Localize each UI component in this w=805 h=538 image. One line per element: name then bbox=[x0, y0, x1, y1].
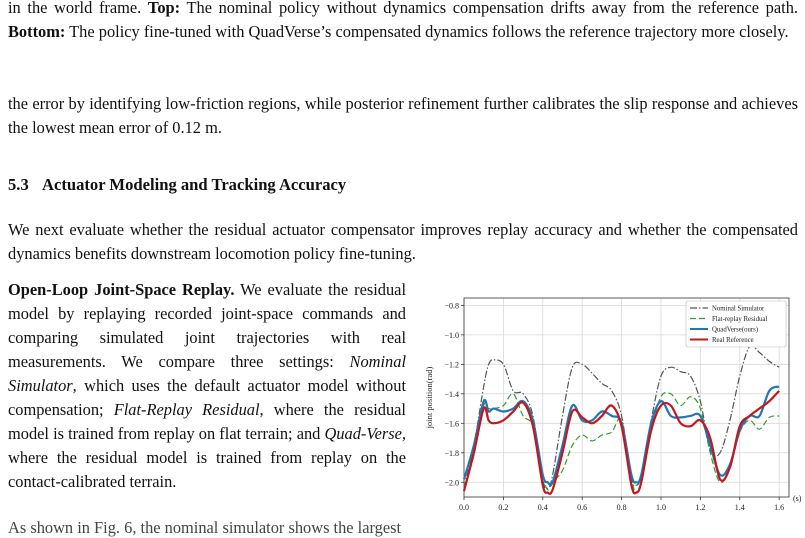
section-number: 5.3 bbox=[8, 175, 29, 194]
y-tick-label: −0.8 bbox=[444, 301, 459, 311]
y-tick-label: −2.0 bbox=[444, 478, 459, 488]
paragraph-text: , which uses the default actuator model without compensation; bbox=[8, 376, 406, 419]
x-tick-label: 0.4 bbox=[537, 503, 548, 512]
x-tick-label: 1.0 bbox=[655, 503, 666, 512]
legend-label: Nominal Simulator bbox=[712, 305, 765, 313]
paragraph-text: , where the residual model is trained from replay on the contact-calibrated terrain. bbox=[8, 424, 406, 491]
y-tick-label: −1.6 bbox=[444, 419, 459, 429]
x-tick-label: 0.6 bbox=[577, 503, 588, 512]
cutoff-line: As shown in Fig. 6, the nominal simulator shows the largest bbox=[8, 518, 402, 537]
y-axis-label: joint position(rad) bbox=[424, 366, 434, 429]
x-tick-label: 0.8 bbox=[616, 503, 627, 512]
caption-top-label: Top: bbox=[147, 0, 181, 17]
x-tick-label: 1.2 bbox=[695, 503, 706, 512]
paragraph-heading: Open-Loop Joint-Space Replay. bbox=[8, 280, 235, 299]
joint-position-chart bbox=[412, 290, 802, 520]
paragraph-error: the error by identifying low-friction regions, while posterior refinement further calibrates the slip response and achieves the lowest mean error of 0.12 m. bbox=[8, 94, 798, 137]
section-heading bbox=[8, 175, 346, 195]
x-tick-label: 1.6 bbox=[774, 503, 785, 512]
x-axis-label: (s) bbox=[793, 494, 802, 503]
paragraph-text: , where the residual model is trained from replay on flat terrain; and bbox=[8, 400, 406, 443]
legend-label: QuadVerse(ours) bbox=[712, 326, 759, 334]
y-tick-label: −1.0 bbox=[444, 330, 459, 340]
x-tick-label: 0.2 bbox=[498, 503, 509, 512]
caption-bottom-text: The policy fine-tuned with QuadVerse’s compensated dynamics follows the reference trajectory more closely. bbox=[69, 22, 789, 41]
term-nominal: Nominal Simulator bbox=[8, 352, 406, 395]
paragraph-text: We evaluate the residual model by replaying recorded joint-space commands and comparing simulated joint trajectories with real measurements. We compare three settings: bbox=[8, 280, 406, 371]
caption-text: in the world frame. bbox=[8, 0, 142, 17]
y-tick-label: −1.8 bbox=[444, 448, 459, 458]
y-tick-label: −1.4 bbox=[444, 389, 459, 399]
legend-label: Real Reference bbox=[712, 337, 754, 344]
caption-top-text: The nominal policy without dynamics compensation drifts away from the reference path. bbox=[186, 0, 798, 17]
y-tick-label: −1.2 bbox=[444, 360, 459, 370]
paragraph-intro: We next evaluate whether the residual actuator compensator improves replay accuracy and whether the compensated dynamics benefits downstream locomotion policy fine-tuning. bbox=[8, 220, 798, 263]
term-flat: Flat-Replay Residual bbox=[113, 400, 260, 419]
paragraph-replay bbox=[8, 278, 406, 494]
legend-label: Flat-replay Residual bbox=[712, 316, 768, 323]
figure-caption bbox=[8, 0, 798, 44]
section-title: Actuator Modeling and Tracking Accuracy bbox=[42, 175, 347, 194]
x-tick-label: 1.4 bbox=[734, 503, 745, 512]
caption-bottom-label: Bottom: bbox=[8, 22, 66, 41]
x-tick-label: 0.0 bbox=[459, 503, 469, 512]
term-quadverse: Quad-Verse bbox=[324, 424, 402, 443]
